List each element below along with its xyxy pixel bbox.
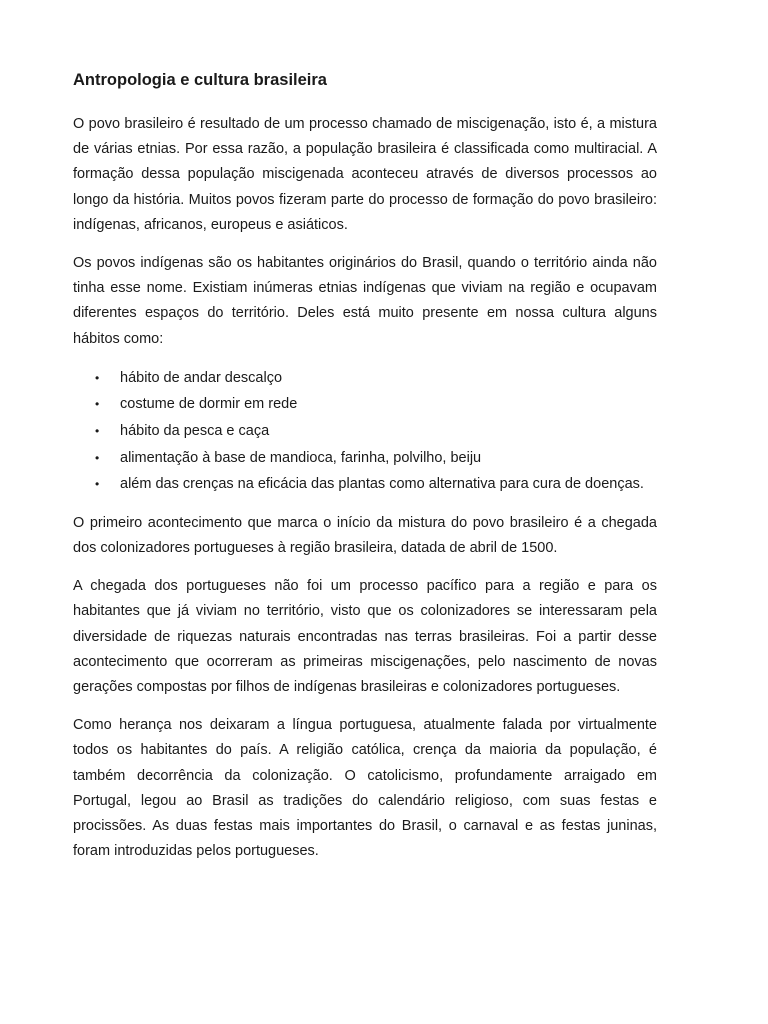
document-title: Antropologia e cultura brasileira <box>73 71 327 89</box>
paragraph-miscigenacao: O povo brasileiro é resultado de um processo chamado de miscigenação, isto é, a mistura de várias etnias. Por essa razão, a população brasileira é classificada como multiracial. A formação dessa população miscigenada aconteceu através de diversos processos ao longo da história. Muitos povos fizeram parte do processo de formação do povo brasileiro: indígenas, africanos, europeus e asiáticos. <box>73 116 657 233</box>
habits-list <box>73 365 657 498</box>
bullet-icon: • <box>95 424 100 439</box>
list-item-text: alimentação à base de mandioca, farinha, polvilho, beiju <box>120 449 482 466</box>
bullet-icon: • <box>95 397 100 412</box>
list-item <box>73 391 657 418</box>
list-item-text: além das crenças na eficácia das plantas como alternativa para cura de doenças. <box>120 476 644 493</box>
document-page <box>73 68 657 864</box>
bullet-icon: • <box>95 370 100 385</box>
paragraph-chegada-colonizadores: O primeiro acontecimento que marca o início da mistura do povo brasileiro é a chegada dos colonizadores portugueses à região brasileira, datada de abril de 1500. <box>73 514 657 556</box>
list-item <box>73 471 657 498</box>
paragraph-heranca-portuguesa: Como herança nos deixaram a língua portuguesa, atualmente falada por virtualmente todos os habitantes do país. A religião católica, crença da maioria da população, é também decorrência da colonização. O catolicismo, profundamente arraigado em Portugal, legou ao Brasil as tradições do calendário religioso, com suas festas e procissões. As duas festas mais importantes do Brasil, o carnaval e as festas juninas, foram introduzidas pelos portugueses. <box>73 717 657 860</box>
bullet-icon: • <box>95 450 100 465</box>
paragraph-povos-indigenas: Os povos indígenas são os habitantes originários do Brasil, quando o território ainda não tinha esse nome. Existiam inúmeras etnias indígenas que viviam na região e ocupavam diferentes espaços do território. Deles está muito presente em nossa cultura alguns hábitos como: <box>73 255 657 347</box>
list-item-text: hábito da pesca e caça <box>120 423 270 440</box>
list-item <box>73 418 657 445</box>
paragraph-primeiras-miscigenacoes: A chegada dos portugueses não foi um processo pacífico para a região e para os habitantes que já viviam no território, visto que os colonizadores se interessaram pela diversidade de riquezas naturais encontradas nas terras brasileiras. Foi a partir desse acontecimento que ocorreram as primeiras miscigenações, pelo nascimento de novas gerações compostas por filhos de indígenas brasileiras e colonizadores portugueses. <box>73 578 657 696</box>
list-item <box>73 365 657 392</box>
list-item-text: hábito de andar descalço <box>120 369 283 386</box>
list-item <box>73 445 657 472</box>
list-item-text: costume de dormir em rede <box>120 396 298 413</box>
bullet-icon: • <box>95 477 100 492</box>
